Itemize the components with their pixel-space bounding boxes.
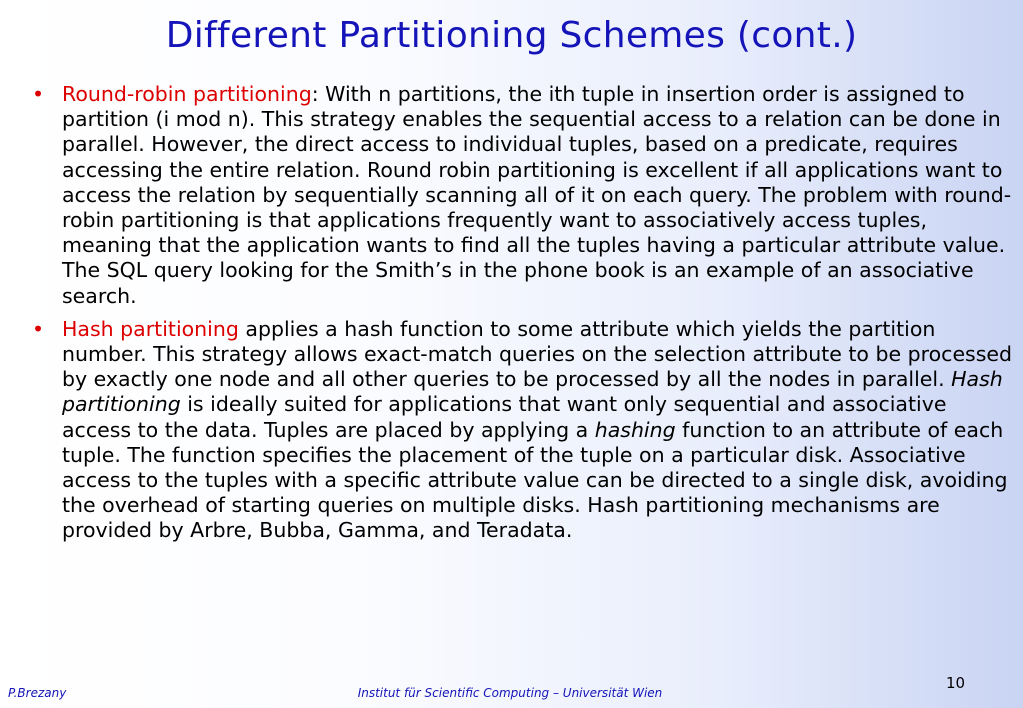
slide-title: Different Partitioning Schemes (cont.) [165,15,858,56]
bullet-list [28,82,1018,552]
hash-description-part-2: is ideally suited for applications that want only sequential and associative access to the data. Tuples are placed by applying a [62,392,947,442]
term-round-robin-partitioning: Round-robin partitioning [62,82,312,106]
hashing-italic: hashing [594,417,676,442]
bullet-hash [28,317,1018,544]
term-hash-partitioning: Hash partitioning [62,316,239,341]
bullet-round-robin [28,82,1018,309]
bullet-dot-icon: • [32,82,45,106]
hash-partitioning-italic: Hash partitioning [62,367,1003,417]
page-number: 10 [946,674,966,692]
footer-institute: Institut für Scientific Computing – Universität Wien [357,686,663,700]
footer-author: P.Brezany [8,686,67,700]
bullet-dot-icon: • [32,316,45,341]
hash-description-part-3: function to an attribute of each tuple. The function specifies the placement of the tuple on a particular disk. Associative access to the tuples with a specific attribute value can be directed to a single disk, avoiding the overhead of starting queries on multiple disks. Hash partitioning mechanisms are provided by Arbre, Bubba, Gamma, and Teradata. [62,417,1008,543]
round-robin-description: : With n partitions, the ith tuple in insertion order is assigned to partition (i mod n). This strategy enables the sequential access to a relation can be done in parallel. However, the direct access to individual tuples, based on a predicate, requires accessing the entire relation. Round robin partitioning is excellent if all applications want to access the relation by sequentially scanning all of it on each query. The problem with round-robin partitioning is that applications frequently want to associatively access tuples, meaning that the application wants to find all the tuples having a particular attribute value. The SQL query looking for the Smith’s in the phone book is an example of an associative search. [62,82,1012,308]
hash-description-part-1: applies a hash function to some attribute which yields the partition number. This strategy allows exact-match queries on the selection attribute to be processed by exactly one node and all other queries to be processed by all the nodes in parallel. [62,316,1013,392]
